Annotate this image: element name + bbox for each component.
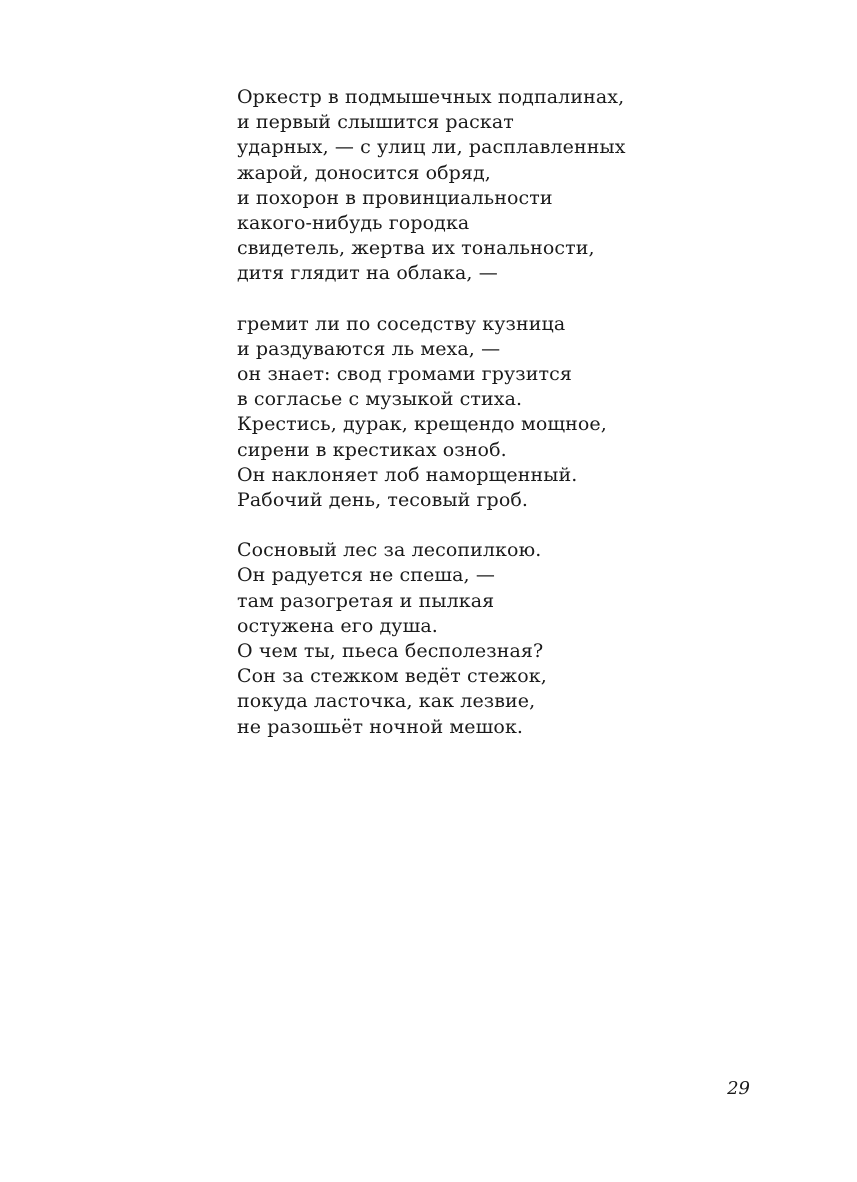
poem-line: Он наклоняет лоб наморщенный. [237,463,578,486]
poem-line: О чем ты, пьеса бесполезная? [237,640,544,663]
poem-line: дитя глядит на облака, — [237,262,498,285]
poem-line: ударных, — с улиц ли, расплавленных [237,136,626,159]
page-number: 29 [727,1078,750,1099]
poem-line: и похорон в провинциальности [237,186,553,209]
poem-line: Рабочий день, тесовый гроб. [237,489,529,512]
poem-line: свидетель, жертва их тональности, [237,237,595,260]
poem-line: и раздуваются ль меха, — [237,337,501,360]
poem-line: не разошьёт ночной мешок. [237,715,524,738]
poem-line: какого-нибудь городка [237,212,470,235]
poem-line: он знает: свод громами грузится [237,363,572,386]
poem-line: Оркестр в подмышечных подпалинах, [237,86,625,108]
poem-line: Сосновый лес за лесопилкою. [237,539,542,562]
poem-body [237,85,737,765]
poem-line: Крестись, дурак, крещендо мощное, [237,413,607,436]
poem-line: жарой, доносится обряд, [237,161,491,184]
poem-line: в согласье с музыкой стиха. [237,388,523,411]
poem-line: гремит ли по соседству кузница [237,312,566,335]
poem-line: Он радуется не спеша, — [237,564,495,587]
stanza-3 [237,538,737,740]
poem-line: покуда ласточка, как лезвие, [237,690,536,713]
poem-line: Сон за стежком ведёт стежок, [237,665,547,688]
stanza-1 [237,85,737,287]
poem-line: там разогретая и пылкая [237,589,495,612]
poem-line: сирени в крестиках озноб. [237,438,507,461]
poem-line: и первый слышится раскат [237,111,514,134]
poem-line: остужена его душа. [237,614,438,637]
stanza-2 [237,312,737,514]
